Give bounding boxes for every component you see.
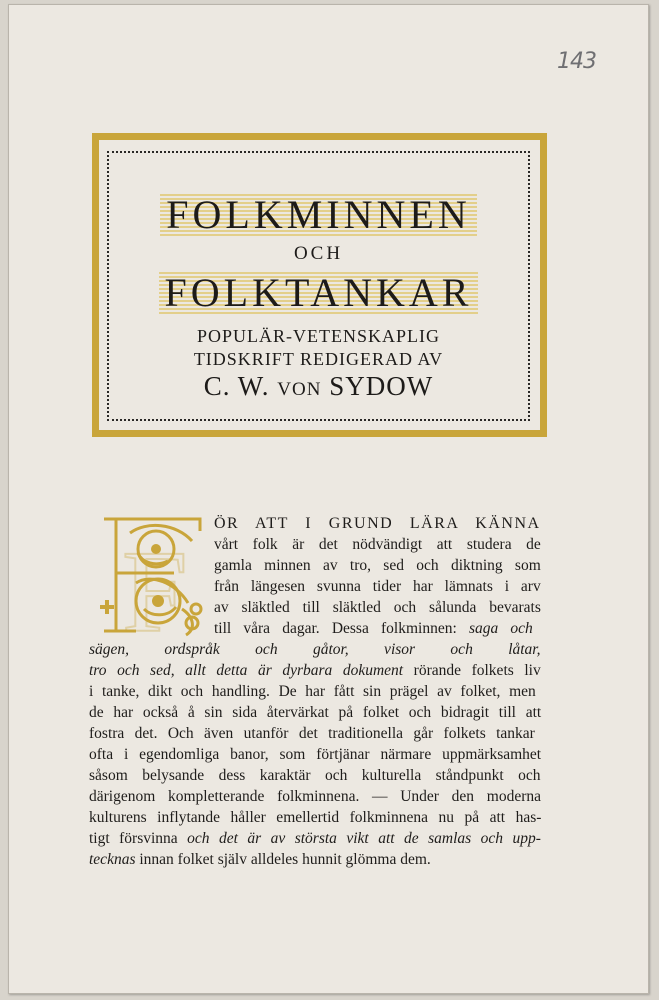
text-line: [89, 807, 541, 828]
title-dotted-border: [107, 151, 530, 421]
text-segment: tigt försvinna: [89, 830, 188, 847]
text-line: [89, 681, 536, 702]
text-segment: innan folket själv alldeles hunnit glömma dem.: [135, 851, 431, 868]
text-segment: av släktled till släktled och sålunda bevarats: [214, 599, 541, 616]
text-line: [214, 513, 541, 534]
text-line: [89, 660, 541, 681]
text-line: [214, 597, 541, 618]
text-segment: till våra dagar. Dessa folkminnen:: [214, 620, 469, 637]
text-line: [214, 618, 533, 639]
text-segment: såsom belysande dess karaktär och kulturella ståndpunkt och: [89, 767, 541, 784]
text-segment: de har också å sin sida återvärkat på folket och bidragit till att: [89, 704, 542, 721]
title-line-2: OCH: [293, 243, 344, 264]
text-line: [89, 765, 541, 786]
text-line: [214, 555, 541, 576]
text-segment: ÖR ATT I GRUND LÄRA KÄNNA: [214, 515, 541, 532]
text-segment: fostra det. Och även utanför det traditionella går folkets tankar: [89, 725, 535, 742]
text-segment: i tanke, dikt och handling. De har fått sin prägel av folket, men: [89, 683, 536, 700]
editor-name: [109, 371, 528, 402]
subtitle-line-2: TIDSKRIFT REDIGERAD AV: [193, 349, 444, 369]
title-frame: [92, 133, 547, 437]
text-segment: ofta i egendomliga banor, som förtjänar närmare uppmärksamhet: [89, 746, 542, 763]
text-line: [89, 828, 541, 849]
svg-text:F: F: [122, 526, 188, 639]
subtitle-line-1: POPULÄR-VETENSKAPLIG: [196, 326, 440, 346]
italic-text: tecknas: [89, 851, 136, 868]
text-segment: från längesen svunna tider har lämnats i arv: [214, 578, 541, 595]
text-segment: kulturens inflytande håller emellertid folkminnena nu på att has-: [89, 809, 542, 826]
ornamental-dropcap-f-icon: [96, 513, 206, 639]
text-line: [89, 723, 535, 744]
italic-text: och det är av största vikt att de samlas och upp-: [187, 830, 541, 847]
italic-text: sägen, ordspråk och gåtor, visor och låtar,: [89, 641, 541, 658]
text-segment: därigenom kompletterande folkminnena. — Under den moderna: [89, 788, 541, 805]
text-line: [89, 849, 431, 870]
editor-surname: SYDOW: [329, 371, 434, 401]
text-segment: gamla minnen av tro, sed och diktning som: [214, 557, 541, 574]
italic-text: saga och: [468, 620, 533, 637]
text-line: [89, 744, 541, 765]
text-line: [89, 786, 541, 807]
text-segment: vårt folk är det nödvändigt att studera de: [214, 536, 541, 553]
italic-text: tro och sed, allt detta är dyrbara dokument: [89, 662, 404, 679]
editor-initials: C. W.: [203, 371, 270, 401]
title-line-3: FOLKTANKAR: [109, 269, 528, 316]
editor-von: VON: [277, 379, 322, 400]
title-line-1: FOLKMINNEN: [109, 191, 528, 238]
text-line: [214, 576, 541, 597]
page-number: 143: [557, 49, 596, 74]
text-segment: rörande folkets liv: [403, 662, 541, 679]
text-line: [89, 639, 541, 660]
text-line: [89, 702, 541, 723]
text-line: [214, 534, 541, 555]
document-page: [8, 4, 649, 994]
